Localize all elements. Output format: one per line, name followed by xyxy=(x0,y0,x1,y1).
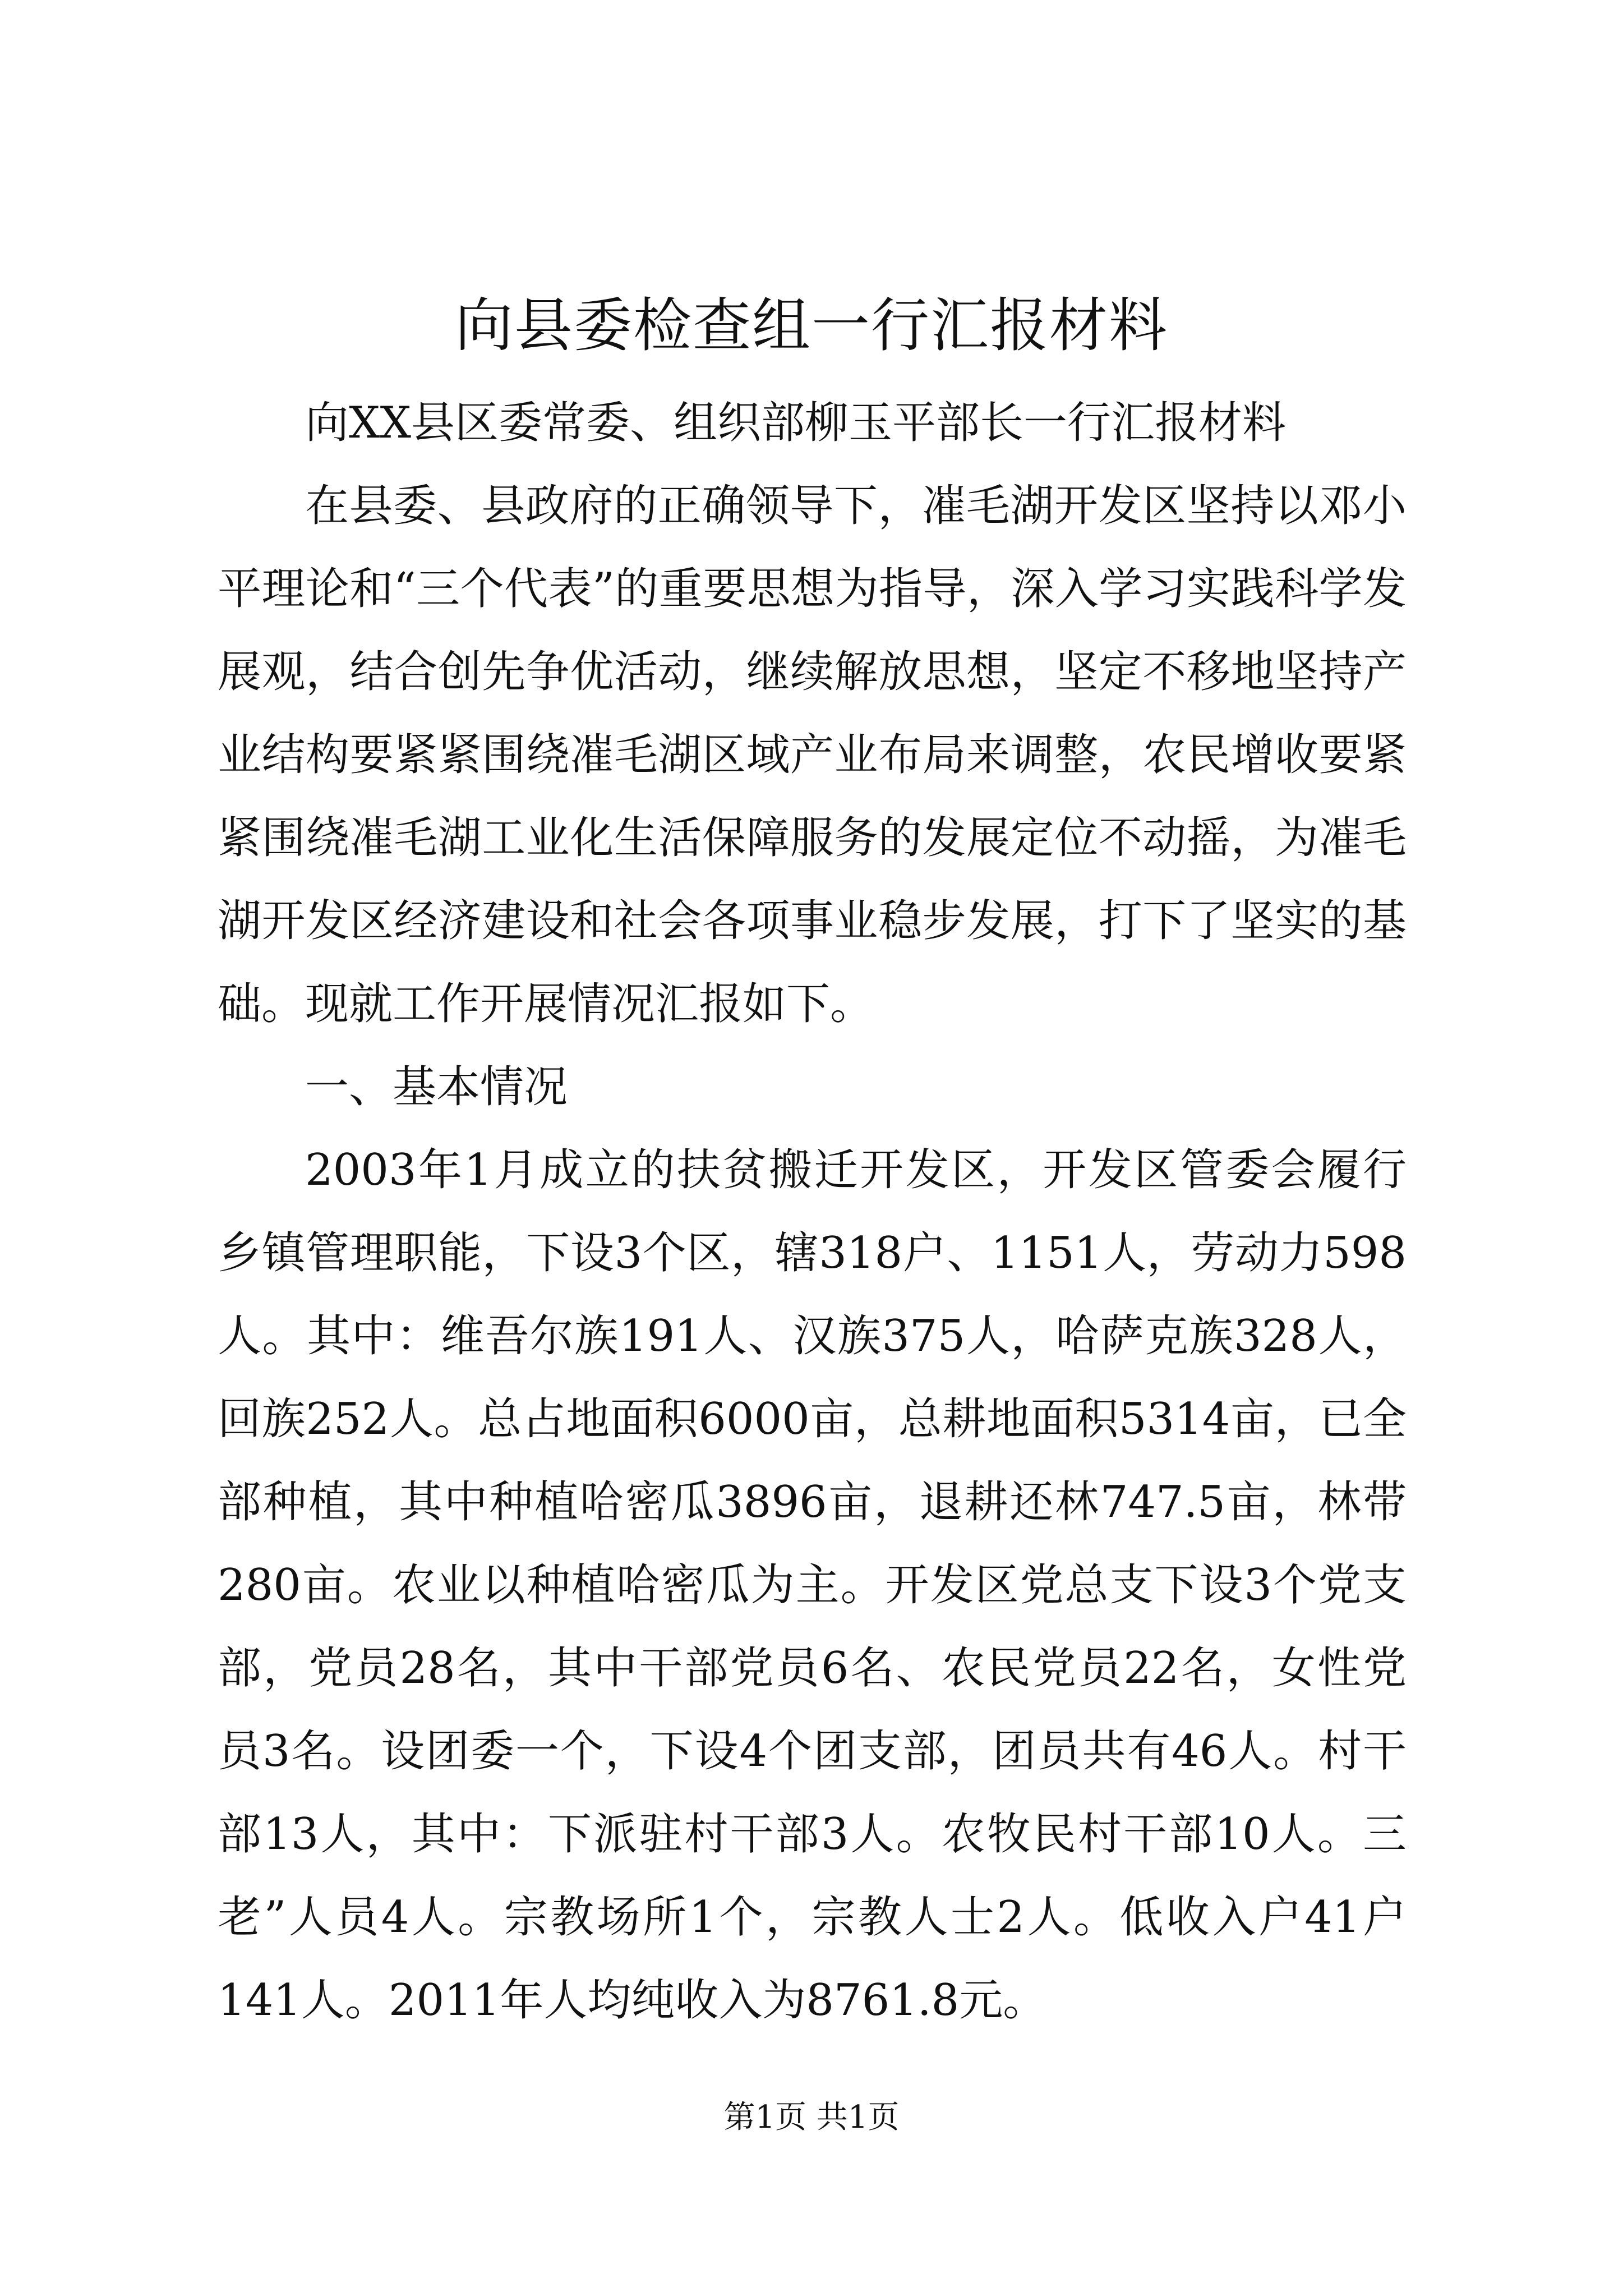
basic-info-paragraph: 2003年1月成立的扶贫搬迁开发区，开发区管委会履行乡镇管理职能，下设3个区，辖318户、1151人，劳动力598人。其中：维吾尔族191人、汉族375人，哈萨克族328人，回族252人。总占地面积6000亩，总耕地面积5314亩，已全部种植，其中种植哈密瓜3896亩，退耕还林747.5亩，林带280亩。农业以种植哈密瓜为主。开发区党总支下设3个党支部，党员28名，其中干部党员6名、农民党员22名，女性党员3名。设团委一个，下设4个团支部，团员共有46人。村干部13人，其中：下派驻村干部3人。农牧民村干部10人。三老”人员4人。宗教场所1个，宗教人士2人。低收入户41户141人。2011年人均纯收入为8761.8元。 xyxy=(218,1145,1407,2026)
intro-paragraph: 在县委、县政府的正确领导下，凗毛湖开发区坚持以邓小平理论和“三个代表”的重要思想为指导，深入学习实践科学发展观，结合创先争优活动，继续解放思想，坚定不移地坚持产业结构要紧紧围绕凗毛湖区域产业布局来调整，农民增收要紧紧围绕凗毛湖工业化生活保障服务的发展定位不动摇，为凗毛湖开发区经济建设和社会各项事业稳步发展，打下了坚实的基础。现就工作开展情况汇报如下。 xyxy=(218,481,1407,1029)
section-heading: 一、基本情况 xyxy=(305,1062,568,1112)
page-footer: 第1页 共1页 xyxy=(723,2099,900,2136)
document-title: 向县委检查组一行汇报材料 xyxy=(454,291,1168,360)
report-subtitle-paragraph: 向XX县区委常委、组织部柳玉平部长一行汇报材料 xyxy=(305,398,1287,448)
document-body xyxy=(218,381,1407,2042)
